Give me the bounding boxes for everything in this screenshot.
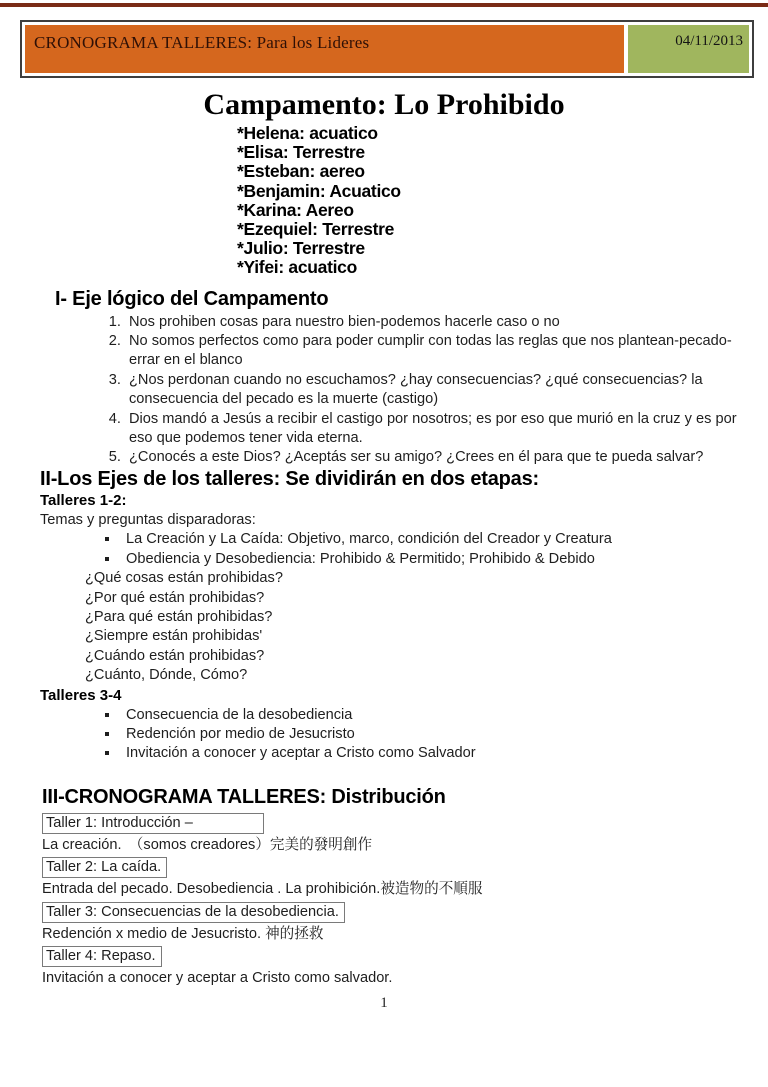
taller-box-row	[42, 812, 768, 835]
header-title: CRONOGRAMA TALLERES: Para los Lideres	[34, 33, 370, 52]
assignment-line: *Benjamin: Acuatico	[237, 180, 401, 201]
taller-box-row	[42, 901, 768, 924]
assignment-line: *Julio: Terrestre	[237, 238, 365, 259]
cronograma-rows	[42, 812, 768, 990]
question-line: ¿Siempre están prohibidas'	[85, 628, 263, 645]
taller-box: Taller 1: Introducción –	[42, 813, 264, 834]
assignment-line: *Esteban: aereo	[237, 161, 365, 182]
bullet-item: ▪ Invitación a conocer y aceptar a Cristo como Salvador	[120, 744, 728, 763]
logic-item: 2. No somos perfectos como para poder cumplir con todas las reglas que nos plantean-pecado-errar en el blanco	[125, 332, 738, 371]
logic-item: 5. ¿Conocés a este Dios? ¿Aceptás ser su amigo? ¿Crees en él para que te pueda salvar?	[125, 448, 738, 467]
page-number: 1	[380, 995, 388, 1011]
talleres12-intro: Temas y preguntas disparadoras:	[40, 511, 256, 528]
question-line: ¿Cuándo están prohibidas?	[85, 647, 265, 664]
taller-detail-row: Entrada del pecado. Desobediencia . La prohibición.被造物的不順服	[42, 881, 483, 898]
assignment-line: *Helena: acuatico	[237, 123, 378, 143]
bullet-item: ▪ Redención por medio de Jesucristo	[120, 725, 728, 744]
bullet-item: ▪ Obediencia y Desobediencia: Prohibido & Permitido; Prohibido & Debido	[120, 550, 728, 569]
header-date: 04/11/2013	[675, 33, 743, 49]
taller-detail-row: Invitación a conocer y aceptar a Cristo como salvador.	[42, 970, 393, 987]
taller-box-row	[42, 856, 768, 879]
section3-heading: III-CRONOGRAMA TALLERES: Distribución	[42, 785, 446, 808]
assignment-line: *Karina: Aereo	[237, 199, 354, 220]
assignment-line: *Elisa: Terrestre	[237, 142, 365, 163]
header-bar	[20, 20, 754, 78]
logic-list	[0, 313, 738, 468]
header-title-cell	[25, 25, 624, 73]
section2-heading: II-Los Ejes de los talleres: Se dividirán en dos etapas:	[40, 467, 539, 490]
taller-detail-row: Redención x medio de Jesucristo. 神的拯救	[42, 925, 324, 942]
talleres34-heading: Talleres 3-4	[40, 686, 122, 704]
questions-list	[85, 569, 768, 685]
bullet-item: ▪ La Creación y La Caída: Objetivo, marco, condición del Creador y Creatura	[120, 530, 728, 549]
taller-detail-row: La creación. （somos creadores）完美的發明創作	[42, 836, 373, 853]
talleres12-heading: Talleres 1-2:	[40, 491, 127, 509]
top-accent-line	[0, 3, 768, 7]
question-line: ¿Por qué están prohibidas?	[85, 589, 265, 606]
assignments-list	[237, 124, 768, 278]
taller-box: Taller 3: Consecuencias de la desobediencia.	[42, 902, 345, 923]
taller-box: Taller 4: Repaso.	[42, 946, 162, 967]
taller-box-row	[42, 945, 768, 968]
assignment-line: *Ezequiel: Terrestre	[237, 219, 395, 240]
question-line: ¿Qué cosas están prohibidas?	[85, 570, 283, 587]
taller-box: Taller 2: La caída.	[42, 857, 167, 878]
header-date-cell	[628, 25, 749, 73]
logic-item: 3. ¿Nos perdonan cuando no escuchamos? ¿hay consecuencias? ¿qué consecuencias? la consecuencia del pecado es la muerte (castigo)	[125, 371, 738, 410]
talleres34-bullet-list	[0, 706, 728, 764]
question-line: ¿Para qué están prohibidas?	[85, 608, 273, 625]
question-line: ¿Cuánto, Dónde, Cómo?	[85, 667, 248, 684]
doc-title: Campamento: Lo Prohibido	[203, 88, 565, 121]
bullet-item: ▪ Consecuencia de la desobediencia	[120, 706, 728, 725]
assignment-line: *Yifei: acuatico	[237, 257, 358, 278]
logic-item: 1. Nos prohiben cosas para nuestro bien-podemos hacerle caso o no	[125, 313, 738, 332]
talleres12-bullet-list	[0, 530, 728, 569]
section1-heading: I- Eje lógico del Campamento	[55, 287, 329, 310]
logic-item: 4. Dios mandó a Jesús a recibir el castigo por nosotros; es por eso que murió en la cruz y es por eso que podemos tener vida eterna.	[125, 410, 738, 449]
